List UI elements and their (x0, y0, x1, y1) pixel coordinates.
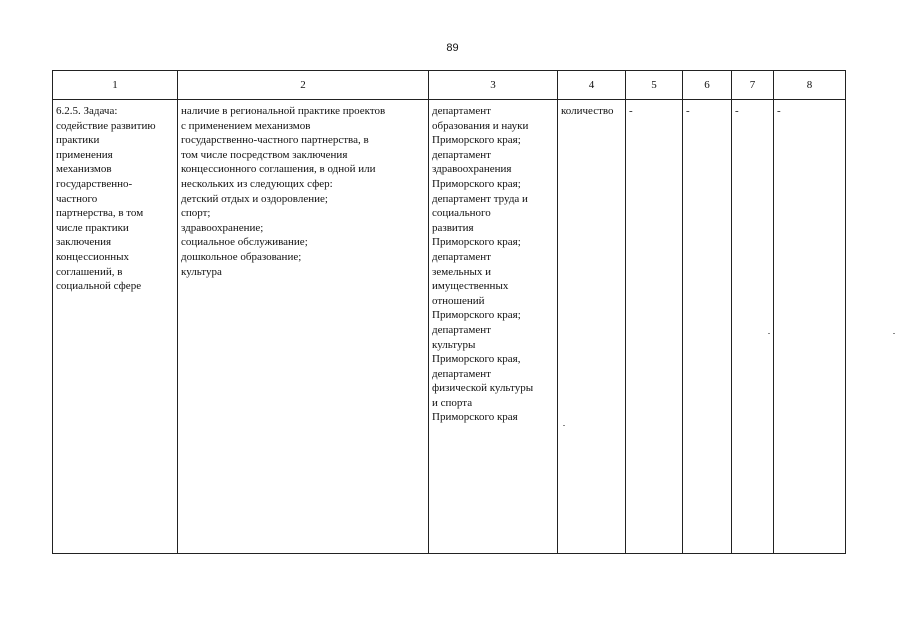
header-row (53, 71, 846, 100)
unit-cell (558, 100, 626, 554)
header-col-3: 3 (429, 71, 558, 100)
indicator-cell (178, 100, 429, 554)
value-cell-5 (626, 100, 683, 554)
value-cell-7 (732, 100, 774, 554)
value-text-6: - (686, 105, 690, 117)
executor-cell (429, 100, 558, 554)
document-table (52, 70, 846, 554)
value-cell-6 (683, 100, 732, 554)
header-col-2: 2 (178, 71, 429, 100)
task-text: 6.2.5. Задача: содействие развитию практики применения механизмов государственно- частного партнерства, в том числе практики заключения концессионных соглашений, в социальной сфере (56, 105, 156, 293)
header-col-1: 1 (53, 71, 178, 100)
task-cell (53, 100, 178, 554)
scan-speck (768, 333, 770, 334)
value-cell-8 (774, 100, 846, 554)
scan-speck (563, 425, 565, 426)
executor-text: департамент образования и науки Приморского края; департамент здравоохранения Приморского края; департамент труда и социального развития Приморского края; департамент земельных и имущественных отношений Приморского края; департамент культуры Приморского края, департамент физической культуры и спорта Приморского края (432, 105, 534, 424)
header-col-5: 5 (626, 71, 683, 100)
value-text-8: - (777, 105, 781, 117)
header-col-8: 8 (774, 71, 846, 100)
page-number: 89 (446, 42, 459, 54)
scan-speck (893, 333, 895, 334)
value-text-7: - (735, 105, 739, 117)
table-row (53, 100, 846, 554)
header-col-6: 6 (683, 71, 732, 100)
unit-text: количество (561, 105, 614, 117)
indicator-text: наличие в региональной практике проектов с применением механизмов государственно-частного партнерства, в том числе посредством заключения концессионного соглашения, в одной или нескольких из следующих сфер: детский отдых и оздоровление; спорт; здравоохранение; социальное обслуживание; дошкольное образование; культура (181, 105, 386, 278)
value-text-5: - (629, 105, 633, 117)
header-col-4: 4 (558, 71, 626, 100)
header-col-7: 7 (732, 71, 774, 100)
